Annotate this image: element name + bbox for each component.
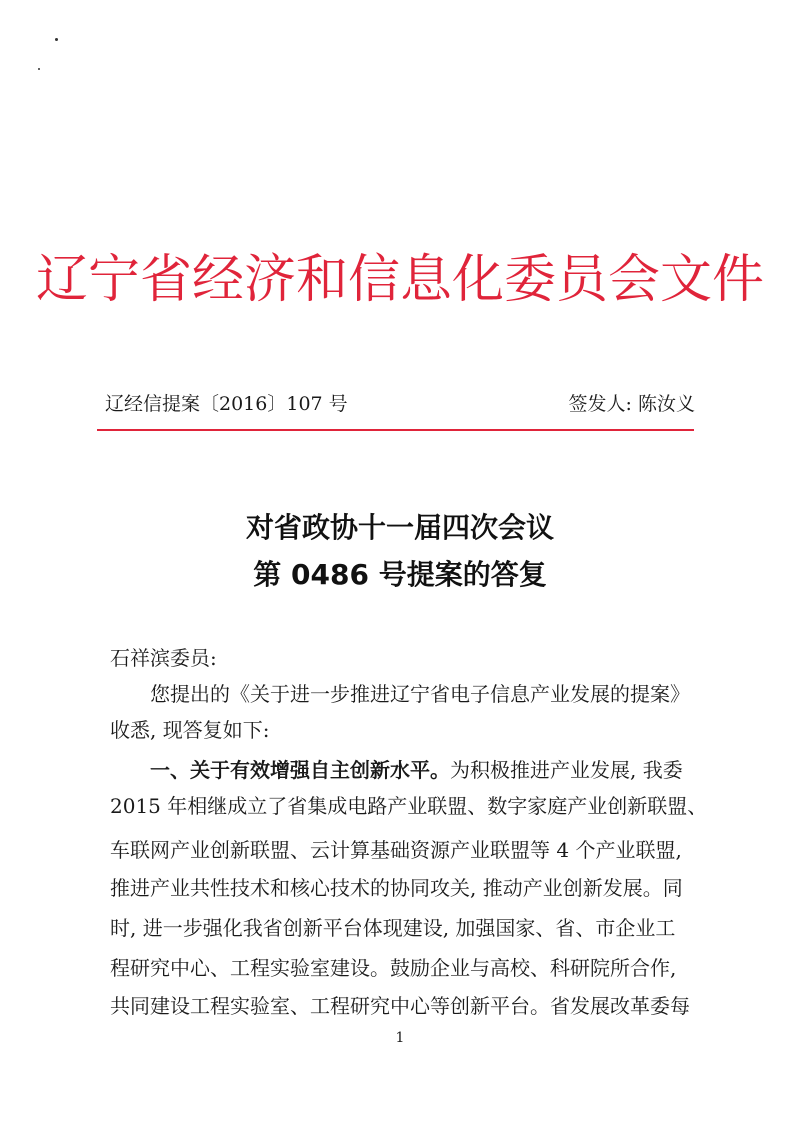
paragraph-2-line-3: 车联网产业创新联盟、云计算基础资源产业联盟等 4 个产业联盟, [110, 838, 682, 862]
paragraph-2-line-1 [110, 754, 735, 786]
salutation: 石祥滨委员: [110, 646, 217, 670]
paragraph-2-line-2: 2015 年相继成立了省集成电路产业联盟、数字家庭产业创新联盟、 [110, 794, 708, 818]
document-meta-row [105, 388, 695, 420]
paragraph-2-line-4: 推进产业共性技术和核心技术的协同攻关, 推动产业创新发展。同 [110, 876, 683, 900]
document-title-line-2: 第 0486 号提案的答复 [253, 558, 547, 591]
paragraph-2-line-5: 时, 进一步强化我省创新平台体现建设, 加强国家、省、市企业工 [110, 916, 676, 940]
red-separator-line [97, 429, 694, 431]
scan-speck [38, 68, 40, 70]
scan-speck [55, 38, 58, 41]
paragraph-1-line-2: 收悉, 现答复如下: [110, 718, 270, 742]
paragraph-2-line-7: 共同建设工程实验室、工程研究中心等创新平台。省发展改革委每 [110, 994, 690, 1018]
page-number: 1 [395, 1030, 405, 1046]
paragraph-1-line-1: 您提出的《关于进一步推进辽宁省电子信息产业发展的提案》 [150, 682, 690, 706]
section-heading: 一、关于有效增强自主创新水平。 [150, 758, 450, 782]
paragraph-2-line-6: 程研究中心、工程实验室建设。鼓励企业与高校、科研院所合作, [110, 956, 677, 980]
paragraph-2-line-1-text: 为积极推进产业发展, 我委 [450, 758, 683, 782]
issuing-authority-header: 辽宁省经济和信息化委员会文件 [35, 250, 764, 310]
document-number: 辽经信提案〔2016〕107 号 [105, 393, 348, 415]
signer: 签发人: 陈汝义 [568, 393, 695, 415]
document-title-line-1: 对省政协十一届四次会议 [245, 511, 554, 544]
